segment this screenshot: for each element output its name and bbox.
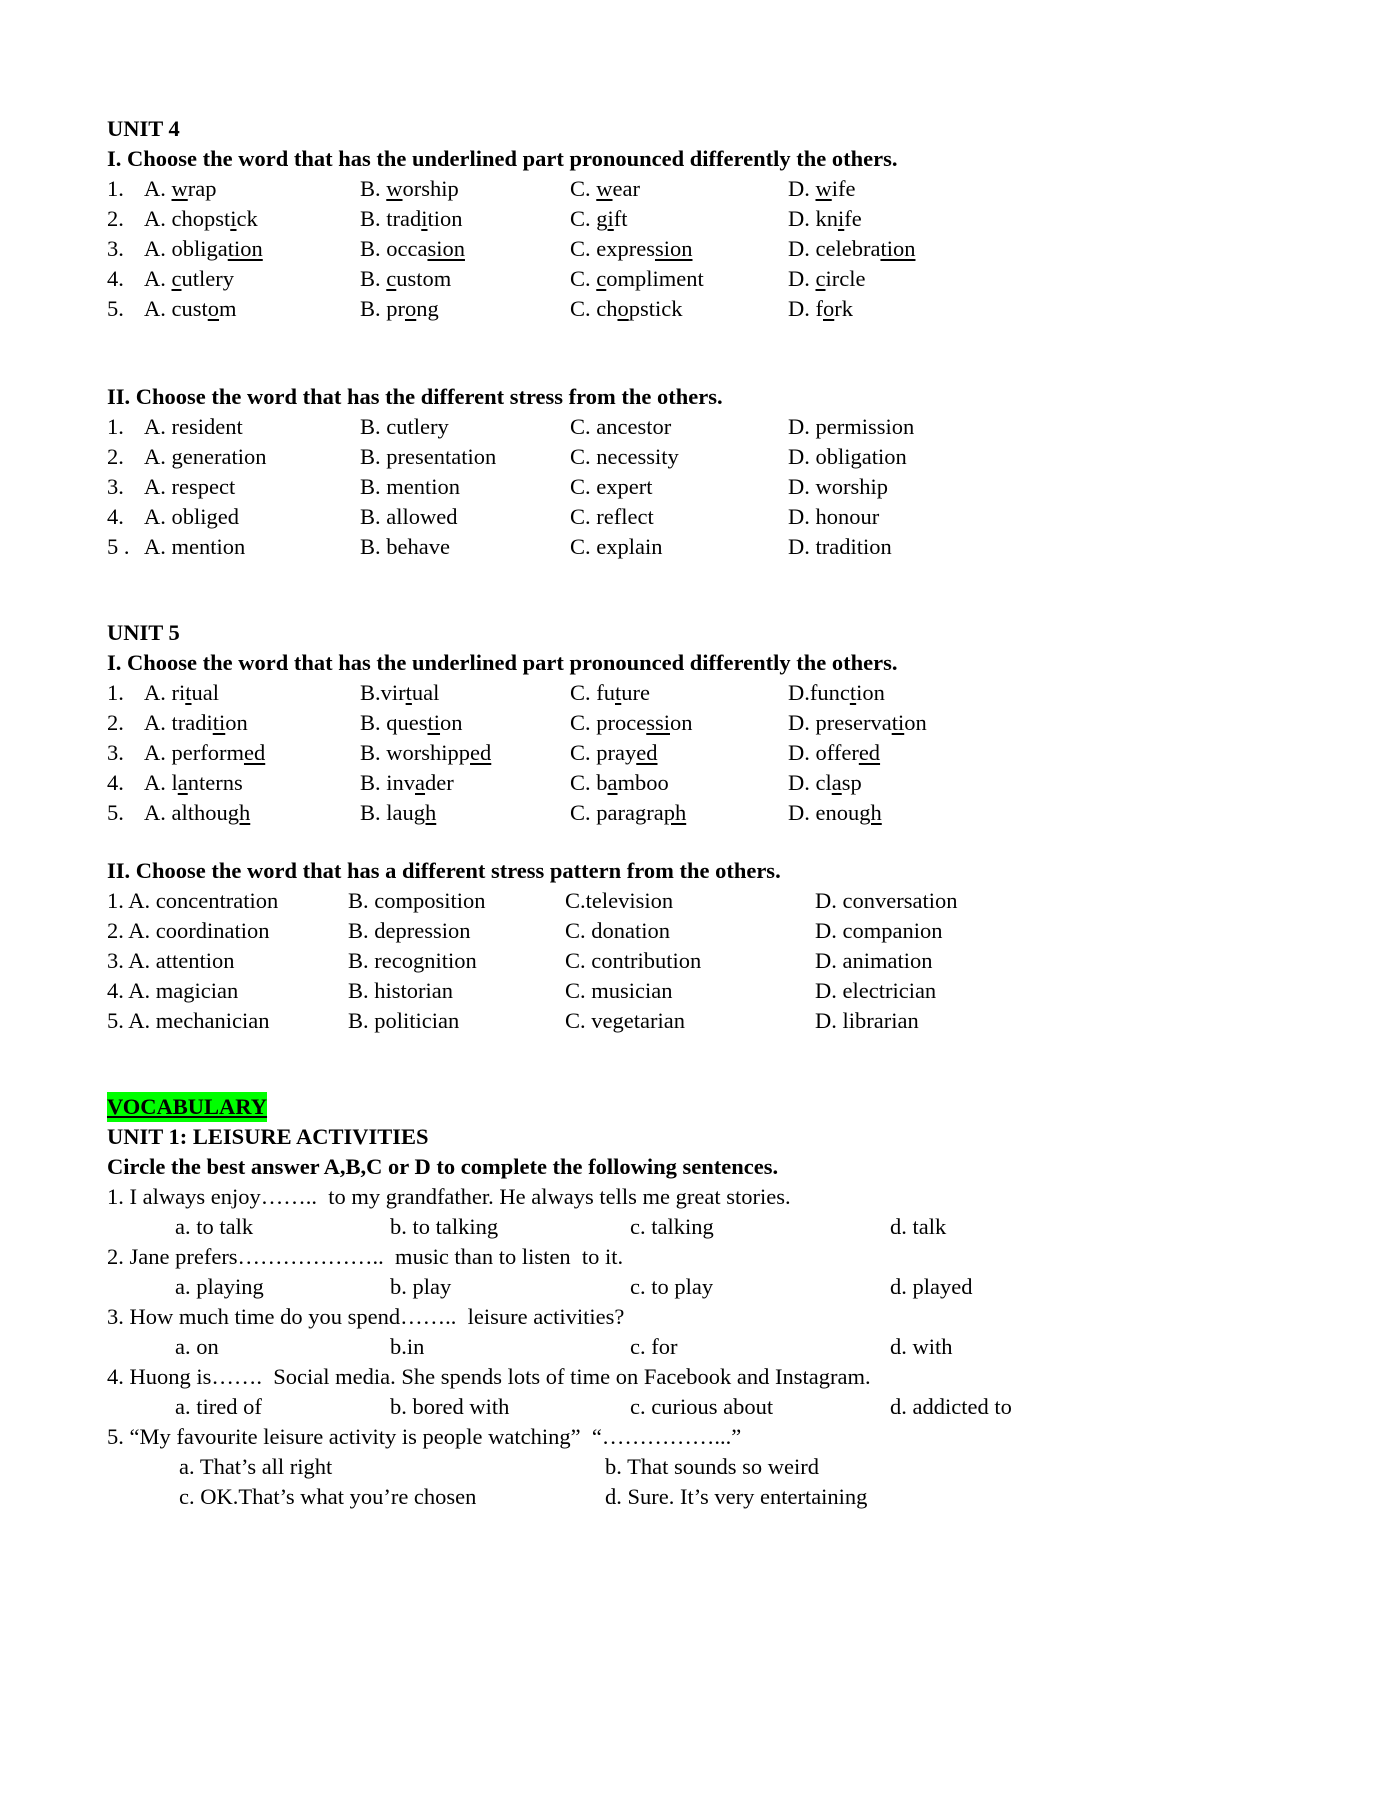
- answer-option: d. Sure. It’s very entertaining: [605, 1484, 868, 1509]
- question-number: 5.: [107, 296, 124, 321]
- option-c: C. bamboo: [570, 770, 669, 795]
- mcq-row: [107, 502, 1301, 532]
- option-b: B. invader: [360, 770, 454, 795]
- option-b: B. prong: [360, 296, 439, 321]
- option-c: C. prayed: [570, 740, 658, 765]
- mcq-row: [107, 678, 1301, 708]
- answer-row: [107, 1272, 1301, 1302]
- option-b: B. worshipped: [360, 740, 492, 765]
- option-b: B. composition: [348, 888, 486, 913]
- vocabulary-section: [107, 1092, 1301, 1512]
- option-c: C. contribution: [565, 948, 702, 973]
- option-b: B. tradition: [360, 206, 463, 231]
- question-number: 2.: [107, 206, 124, 231]
- option-c: C. necessity: [570, 444, 679, 469]
- question-text: 2. Jane prefers……………….. music than to listen to it.: [107, 1244, 624, 1269]
- answer-option-b: b. bored with: [390, 1394, 510, 1419]
- option-a: 5 . A. mention: [107, 532, 360, 562]
- option-c: C. vegetarian: [565, 1008, 685, 1033]
- unit-title: UNIT 5: [107, 620, 180, 645]
- question-number: 4.: [107, 770, 124, 795]
- spacer: [107, 1036, 1301, 1092]
- answer-row: [107, 1212, 1301, 1242]
- question-text: 4. Huong is……. Social media. She spends lots of time on Facebook and Instagram.: [107, 1364, 871, 1389]
- part-heading: II. Choose the word that has a different stress pattern from the others.: [107, 858, 781, 883]
- option-d: D.function: [788, 680, 885, 705]
- option-d: D. obligation: [788, 444, 907, 469]
- mcq-row: [107, 976, 1301, 1006]
- question-number: 3.: [107, 236, 124, 261]
- option-a: 5. A. mechanician: [107, 1008, 270, 1033]
- option-b: B. depression: [348, 918, 471, 943]
- part-heading: I. Choose the word that has the underlined part pronounced differently the others.: [107, 146, 898, 171]
- option-d: D. celebration: [788, 236, 916, 261]
- answer-option-d: d. with: [890, 1334, 953, 1359]
- option-b: B. mention: [360, 474, 460, 499]
- option-d: D. tradition: [788, 534, 892, 559]
- option-d: D. worship: [788, 474, 888, 499]
- option-a: 1. A. resident: [107, 412, 360, 442]
- option-a: 4. A. obliged: [107, 502, 360, 532]
- option-a: 1. A. wrap: [107, 174, 360, 204]
- answer-option: a. That’s all right: [179, 1454, 333, 1479]
- option-c: C. wear: [570, 176, 640, 201]
- option-d: D. offered: [788, 740, 881, 765]
- question-number: 3.: [107, 474, 124, 499]
- option-b: B. worship: [360, 176, 459, 201]
- option-b: B. custom: [360, 266, 452, 291]
- option-a: 5. A. custom: [107, 294, 360, 324]
- mcq-row: [107, 532, 1301, 562]
- option-b: B. politician: [348, 1008, 460, 1033]
- mcq-row: [107, 738, 1301, 768]
- mcq-row: [107, 472, 1301, 502]
- option-a: 2. A. generation: [107, 442, 360, 472]
- answer-row: [107, 1392, 1301, 1422]
- question-number: 5.: [107, 800, 124, 825]
- option-a: 3. A. obligation: [107, 234, 360, 264]
- option-c: C. donation: [565, 918, 670, 943]
- option-d: D. circle: [788, 266, 866, 291]
- spacer: [107, 324, 1301, 382]
- answer-option-a: a. on: [175, 1334, 219, 1359]
- option-b: B. question: [360, 710, 463, 735]
- option-b: B. occasion: [360, 236, 465, 261]
- option-b: B. cutlery: [360, 414, 449, 439]
- option-a: 3. A. attention: [107, 948, 235, 973]
- option-d: D. honour: [788, 504, 880, 529]
- answer-option-b: b. to talking: [390, 1214, 499, 1239]
- question-number: 4.: [107, 266, 124, 291]
- option-a: 3. A. performed: [107, 738, 360, 768]
- answer-row: [107, 1452, 1301, 1482]
- option-d: D. wife: [788, 176, 856, 201]
- answer-option-d: d. played: [890, 1274, 973, 1299]
- question-number: 1.: [107, 414, 124, 439]
- option-d: D. fork: [788, 296, 853, 321]
- vocab-instruction: Circle the best answer A,B,C or D to complete the following sentences.: [107, 1154, 779, 1179]
- option-c: C.television: [565, 888, 674, 913]
- unit-title: UNIT 4: [107, 116, 180, 141]
- question-text: 3. How much time do you spend…….. leisure activities?: [107, 1304, 625, 1329]
- vocabulary-heading-line: [107, 1092, 1301, 1122]
- option-b: B. recognition: [348, 948, 477, 973]
- answer-option-a: a. to talk: [175, 1214, 254, 1239]
- option-d: D. animation: [815, 948, 933, 973]
- mcq-row: [107, 294, 1301, 324]
- option-c: C. ancestor: [570, 414, 672, 439]
- option-a: 5. A. although: [107, 798, 360, 828]
- question-number: 4.: [107, 504, 124, 529]
- option-a: 2. A. chopstick: [107, 204, 360, 234]
- option-c: C. paragraph: [570, 800, 687, 825]
- part-heading: I. Choose the word that has the underlined part pronounced differently the others.: [107, 650, 898, 675]
- mcq-row: [107, 916, 1301, 946]
- answer-option-b: b. play: [390, 1274, 452, 1299]
- option-c: C. explain: [570, 534, 663, 559]
- option-c: C. expression: [570, 236, 693, 261]
- option-a: 4. A. magician: [107, 978, 239, 1003]
- mcq-row: [107, 946, 1301, 976]
- option-a: 4. A. lanterns: [107, 768, 360, 798]
- mcq-row: [107, 234, 1301, 264]
- answer-option-b: b.in: [390, 1334, 425, 1359]
- option-b: B.virtual: [360, 680, 440, 705]
- option-a: 1. A. concentration: [107, 888, 279, 913]
- mcq-row: [107, 886, 1301, 916]
- question-number: 1.: [107, 680, 124, 705]
- mcq-row: [107, 708, 1301, 738]
- option-d: D. enough: [788, 800, 882, 825]
- units-container: [107, 114, 1301, 1092]
- option-a: 4. A. cutlery: [107, 264, 360, 294]
- question-number: 3.: [107, 740, 124, 765]
- option-c: C. expert: [570, 474, 653, 499]
- answer-option-d: d. talk: [890, 1214, 947, 1239]
- answer-option-c: c. to play: [630, 1274, 714, 1299]
- answer-option-c: c. for: [630, 1334, 678, 1359]
- unit-section: [107, 618, 1301, 1092]
- spacer: [107, 562, 1301, 618]
- mcq-row: [107, 412, 1301, 442]
- mcq-row: [107, 798, 1301, 828]
- option-c: C. procession: [570, 710, 693, 735]
- question-number: 1.: [107, 176, 124, 201]
- mcq-row: [107, 264, 1301, 294]
- vocab-unit-title: UNIT 1: LEISURE ACTIVITIES: [107, 1124, 429, 1149]
- answer-row: [107, 1482, 1301, 1512]
- option-c: C. musician: [565, 978, 673, 1003]
- option-d: D. clasp: [788, 770, 862, 795]
- answer-option-a: a. tired of: [175, 1394, 262, 1419]
- answer-option-c: c. curious about: [630, 1394, 774, 1419]
- question-text: 5. “My favourite leisure activity is people watching” “……………...”: [107, 1424, 742, 1449]
- option-d: D. electrician: [815, 978, 937, 1003]
- option-a: 2. A. tradition: [107, 708, 360, 738]
- answer-row: [107, 1332, 1301, 1362]
- option-d: D. companion: [815, 918, 943, 943]
- option-d: D. conversation: [815, 888, 958, 913]
- answer-option: c. OK.That’s what you’re chosen: [179, 1484, 477, 1509]
- mcq-row: [107, 204, 1301, 234]
- option-c: C. reflect: [570, 504, 654, 529]
- mcq-row: [107, 1006, 1301, 1036]
- answer-option-c: c. talking: [630, 1214, 714, 1239]
- question-number: 2.: [107, 444, 124, 469]
- answer-option-a: a. playing: [175, 1274, 264, 1299]
- question-number: 2.: [107, 710, 124, 735]
- option-a: 1. A. ritual: [107, 678, 360, 708]
- option-b: B. behave: [360, 534, 450, 559]
- option-b: B. presentation: [360, 444, 497, 469]
- question-number: 5 .: [107, 534, 130, 559]
- answer-option-d: d. addicted to: [890, 1394, 1012, 1419]
- option-b: B. laugh: [360, 800, 437, 825]
- option-a: 2. A. coordination: [107, 918, 270, 943]
- spacer: [107, 828, 1301, 856]
- option-a: 3. A. respect: [107, 472, 360, 502]
- unit-section: [107, 114, 1301, 618]
- part-heading: II. Choose the word that has the different stress from the others.: [107, 384, 723, 409]
- option-b: B. allowed: [360, 504, 458, 529]
- option-c: C. compliment: [570, 266, 704, 291]
- mcq-row: [107, 442, 1301, 472]
- option-d: D. permission: [788, 414, 915, 439]
- answer-option: b. That sounds so weird: [605, 1454, 819, 1479]
- mcq-row: [107, 174, 1301, 204]
- mcq-row: [107, 768, 1301, 798]
- option-c: C. gift: [570, 206, 628, 231]
- vocabulary-badge: VOCABULARY: [107, 1092, 267, 1122]
- question-text: 1. I always enjoy…….. to my grandfather. He always tells me great stories.: [107, 1184, 791, 1209]
- option-d: D. knife: [788, 206, 862, 231]
- option-d: D. preservation: [788, 710, 927, 735]
- option-c: C. chopstick: [570, 296, 683, 321]
- option-c: C. future: [570, 680, 650, 705]
- option-d: D. librarian: [815, 1008, 919, 1033]
- option-b: B. historian: [348, 978, 453, 1003]
- vocab-questions: [107, 1182, 1301, 1512]
